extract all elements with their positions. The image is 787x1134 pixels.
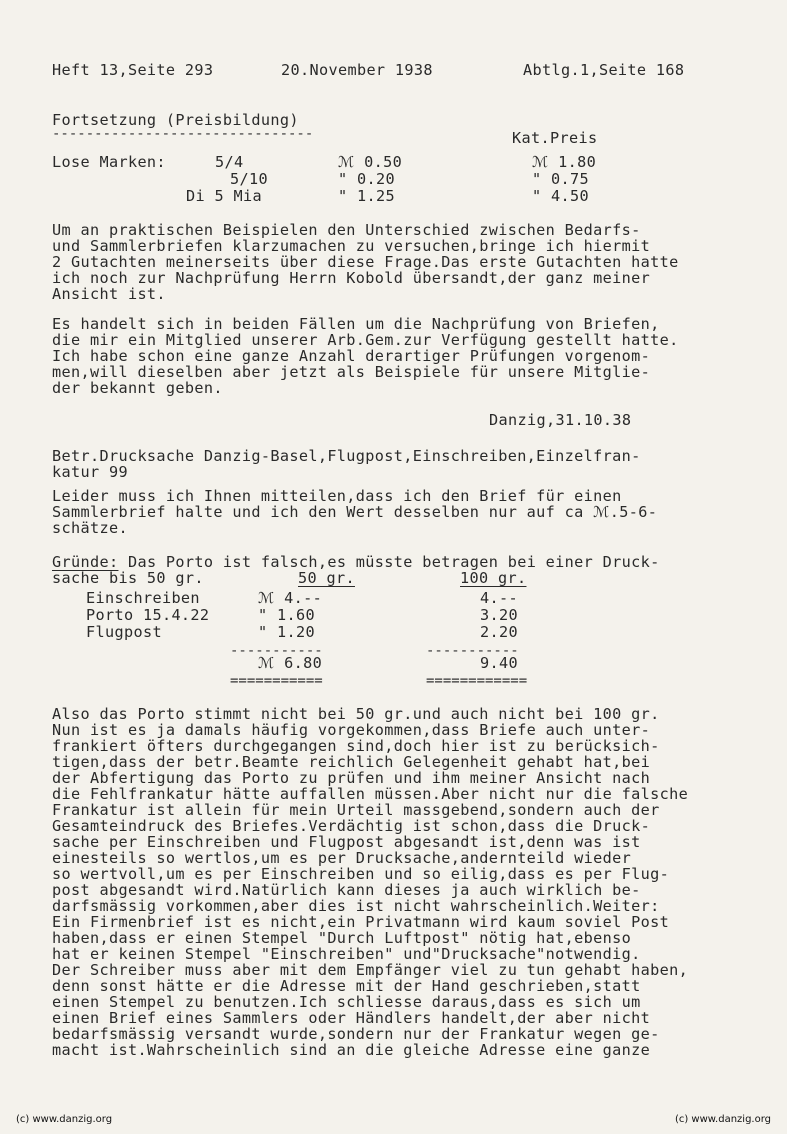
sum-rule-100: ----------- <box>426 643 519 659</box>
double-rule-50: =========== <box>230 673 323 689</box>
porto-row-50: " 1.20 <box>258 623 315 641</box>
para4-line: so wertvoll,um es per Einschreiben und so eilig,dass es per Flug- <box>52 865 670 883</box>
double-rule-100: ============ <box>426 673 528 689</box>
porto-row-100: 3.20 <box>480 606 518 624</box>
para3-line: Leider muss ich Ihnen mitteilen,dass ich den Brief für einen <box>52 487 622 505</box>
header-date: 20.November 1938 <box>281 61 433 79</box>
para4-line: einen Stempel zu benutzen.Ich schliesse daraus,dass es sich um <box>52 993 641 1011</box>
betr-line: Betr.Drucksache Danzig-Basel,Flugpost,Einschreiben,Einzelfran- <box>52 447 641 465</box>
para1-line: und Sammlerbriefen klarzumachen zu versuchen,bringe ich hiermit <box>52 237 651 255</box>
para3-line: Sammlerbrief halte und ich den Wert desselben nur auf ca ℳ.5-6- <box>52 503 658 521</box>
col-100-header: 100 gr. <box>460 569 527 587</box>
para3-line: schätze. <box>52 519 128 537</box>
porto-row-item: Einschreiben <box>86 589 200 607</box>
para4-line: denn sonst hätte er die Adresse mit der Hand geschrieben,statt <box>52 977 641 995</box>
para4-line: Ein Firmenbrief ist es nicht,ein Privatmann wird kaum soviel Post <box>52 913 670 931</box>
price-row-price: " 1.25 <box>338 187 395 205</box>
para4-line: einesteils so wertlos,um es per Drucksache,andernteild wieder <box>52 849 632 867</box>
gruende-line <box>52 554 660 570</box>
header-issue: Heft 13,Seite 293 <box>52 61 214 79</box>
gruende-label: Gründe: <box>52 553 119 571</box>
para4-line: macht ist.Wahrscheinlich sind an die gleiche Adresse eine ganze <box>52 1041 651 1059</box>
gruende-line2: sache bis 50 gr. <box>52 569 204 587</box>
para4-line: tigen,dass der betr.Beamte reichlich Gelegenheit gehabt hat,bei <box>52 753 651 771</box>
sum-rule-50: ----------- <box>230 643 323 659</box>
price-row-item: Di 5 Mia <box>186 187 262 205</box>
section-title: Fortsetzung (Preisbildung) <box>52 111 299 129</box>
price-row-kat: ℳ 1.80 <box>532 153 597 171</box>
betr-line: katur 99 <box>52 463 128 481</box>
para4-line: hat er keinen Stempel "Einschreiben" und"Drucksache"notwendig. <box>52 945 641 963</box>
para4-line: Der Schreiber muss aber mit dem Empfänger viel zu tun gehabt haben, <box>52 961 689 979</box>
price-row-price: ℳ 0.50 <box>338 153 403 171</box>
para4-line: einen Brief eines Sammlers oder Händlers handelt,der aber nicht <box>52 1009 651 1027</box>
porto-row-100: 2.20 <box>480 623 518 641</box>
para4-line: bedarfsmässig versandt wurde,sondern nur der Frankatur wegen ge- <box>52 1025 660 1043</box>
porto-row-50: ℳ 4.-- <box>258 589 323 607</box>
total-50: ℳ 6.80 <box>258 654 323 672</box>
porto-row-50: " 1.60 <box>258 606 315 624</box>
copyright-right: (c) www.danzig.org <box>674 1114 771 1125</box>
price-row-item: 5/4 <box>215 153 244 171</box>
price-row-kat: " 0.75 <box>532 170 589 188</box>
para4-line: haben,dass er einen Stempel "Durch Luftpost" nötig hat,ebenso <box>52 929 632 947</box>
porto-row-item: Porto 15.4.22 <box>86 606 210 624</box>
para1-line: Um an praktischen Beispielen den Unterschied zwischen Bedarfs- <box>52 221 641 239</box>
para4-line: Gesamteindruck des Briefes.Verdächtig ist schon,dass die Druck- <box>52 817 651 835</box>
place-date: Danzig,31.10.38 <box>489 411 632 429</box>
para4-line: Also das Porto stimmt nicht bei 50 gr.und auch nicht bei 100 gr. <box>52 705 660 723</box>
para4-line: Nun ist es ja damals häufig vorgekommen,dass Briefe auch unter- <box>52 721 651 739</box>
para4-line: Frankatur ist allein für mein Urteil massgebend,sondern auch der <box>52 801 660 819</box>
para4-line: die Fehlfrankatur hätte auffallen müssen.Aber nicht nur die falsche <box>52 785 689 803</box>
para1-line: ich noch zur Nachprüfung Herrn Kobold übersandt,der ganz meiner <box>52 269 651 287</box>
price-row-price: " 0.20 <box>338 170 395 188</box>
para2-line: men,will dieselben aber jetzt als Beispiele für unsere Mitglie- <box>52 363 651 381</box>
header-section: Abtlg.1,Seite 168 <box>523 61 685 79</box>
para4-line: darfsmässig vorkommen,aber dies ist nicht wahrscheinlich.Weiter: <box>52 897 660 915</box>
price-row-item: 5/10 <box>230 170 268 188</box>
title-underline-dashes: ------------------------------- <box>52 126 314 142</box>
price-row-kat: " 4.50 <box>532 187 589 205</box>
porto-row-100: 4.-- <box>480 589 518 607</box>
col-50-header: 50 gr. <box>298 569 355 587</box>
lose-marken-label: Lose Marken: <box>52 153 166 171</box>
porto-row-item: Flugpost <box>86 623 162 641</box>
para4-line: sache per Einschreiben und Flugpost abgesandt ist,denn was ist <box>52 833 641 851</box>
kat-preis-header: Kat.Preis <box>512 129 598 147</box>
para1-line: Ansicht ist. <box>52 285 166 303</box>
copyright-left: (c) www.danzig.org <box>16 1114 113 1125</box>
para2-line: Ich habe schon eine ganze Anzahl derartiger Prüfungen vorgenom- <box>52 347 651 365</box>
para4-line: frankiert öfters durchgegangen sind,doch hier ist zu berücksich- <box>52 737 660 755</box>
para4-line: der Abfertigung das Porto zu prüfen und ihm meiner Ansicht nach <box>52 769 651 787</box>
para4-line: post abgesandt wird.Natürlich kann dieses ja auch wirklich be- <box>52 881 641 899</box>
total-100: 9.40 <box>480 654 518 672</box>
para2-line: Es handelt sich in beiden Fällen um die Nachprüfung von Briefen, <box>52 315 660 333</box>
gruende-text: Das Porto ist falsch,es müsste betragen bei einer Druck- <box>118 553 660 571</box>
para2-line: der bekannt geben. <box>52 379 223 397</box>
para2-line: die mir ein Mitglied unserer Arb.Gem.zur Verfügung gestellt hatte. <box>52 331 679 349</box>
para1-line: 2 Gutachten meinerseits über diese Frage.Das erste Gutachten hatte <box>52 253 679 271</box>
